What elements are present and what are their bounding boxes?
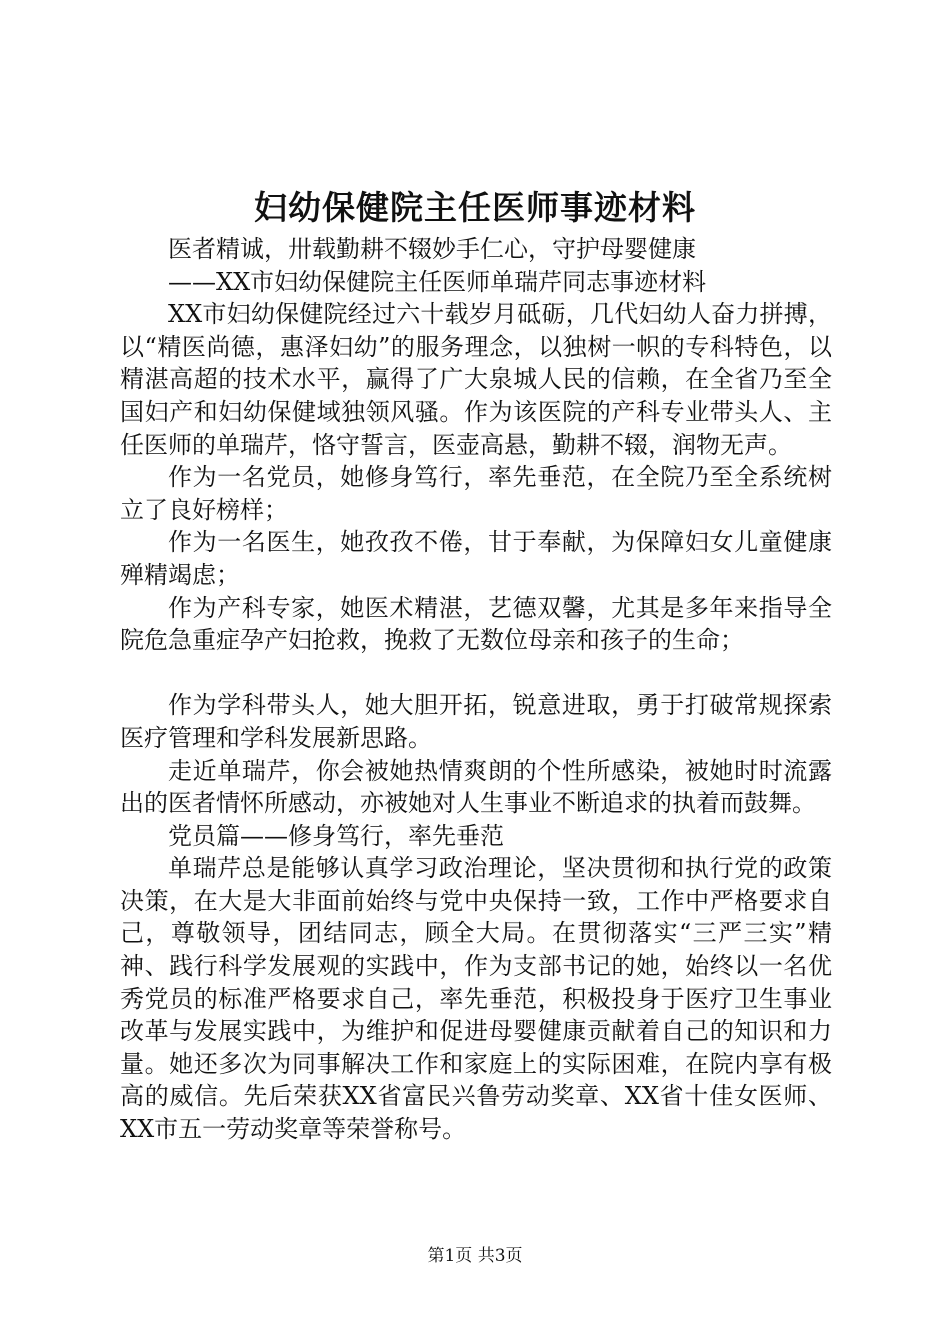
- body-paragraph: 作为一名医生，她孜孜不倦，甘于奉献，为保障妇女儿童健康殚精竭虑；: [120, 528, 832, 589]
- body-paragraph: 作为一名党员，她修身笃行，率先垂范，在全院乃至全系统树立了良好榜样；: [120, 463, 832, 524]
- subtitle-line-2: ——XX市妇幼保健院主任医师单瑞芹同志事迹材料: [168, 267, 707, 296]
- subtitle-line-1: 医者精诚，卅载勤耕不辍妙手仁心，守护母婴健康: [168, 235, 696, 263]
- body-paragraph: 走近单瑞芹，你会被她热情爽朗的个性所感染，被她时时流露出的医者情怀所感动，亦被她对人生事业不断追求的执着而鼓舞。: [120, 756, 832, 818]
- document-title: 妇幼保健院主任医师事迹材料: [254, 188, 696, 227]
- body-paragraph: 作为产科专家，她医术精湛，艺德双馨，尤其是多年来指导全院危急重症孕产妇抢救，挽救了无数位母亲和孩子的生命；: [120, 593, 832, 655]
- body-paragraph: XX市妇幼保健院经过六十载岁月砥砺，几代妇幼人奋力拼搏，以“精医尚德，惠泽妇幼”的服务理念，以独树一帜的专科特色，以精湛高超的技术水平，赢得了广大泉城人民的信赖，在全省乃至全国妇产和妇幼保健域独领风骚。作为该医院的产科专业带头人、主任医师的单瑞芹，恪守誓言，医壶高悬，勤耕不辍，润物无声。: [120, 300, 832, 459]
- blank-paragraph: [120, 657, 832, 690]
- page-number-footer: 第1页 共3页: [427, 1246, 523, 1266]
- document-body: [120, 233, 832, 1146]
- section-heading: 党员篇——修身笃行，率先垂范: [168, 821, 504, 850]
- body-paragraph: 单瑞芹总是能够认真学习政治理论，坚决贯彻和执行党的政策决策，在大是大非面前始终与党中央保持一致，工作中严格要求自己，尊敬领导，团结同志，顾全大局。在贯彻落实“三严三实”精神、践行科学发展观的实践中，作为支部书记的她，始终以一名优秀党员的标准严格要求自己，率先垂范，积极投身于医疗卫生事业改革与发展实践中，为维护和促进母婴健康贡献着自己的知识和力量。她还多次为同事解决工作和家庭上的实际困难，在院内享有极高的威信。先后荣获XX省富民兴鲁劳动奖章、XX省十佳女医师、XX市五一劳动奖章等荣誉称号。: [120, 854, 832, 1144]
- body-paragraph: 作为学科带头人，她大胆开拓，锐意进取，勇于打破常规探索医疗管理和学科发展新思路。: [120, 691, 832, 752]
